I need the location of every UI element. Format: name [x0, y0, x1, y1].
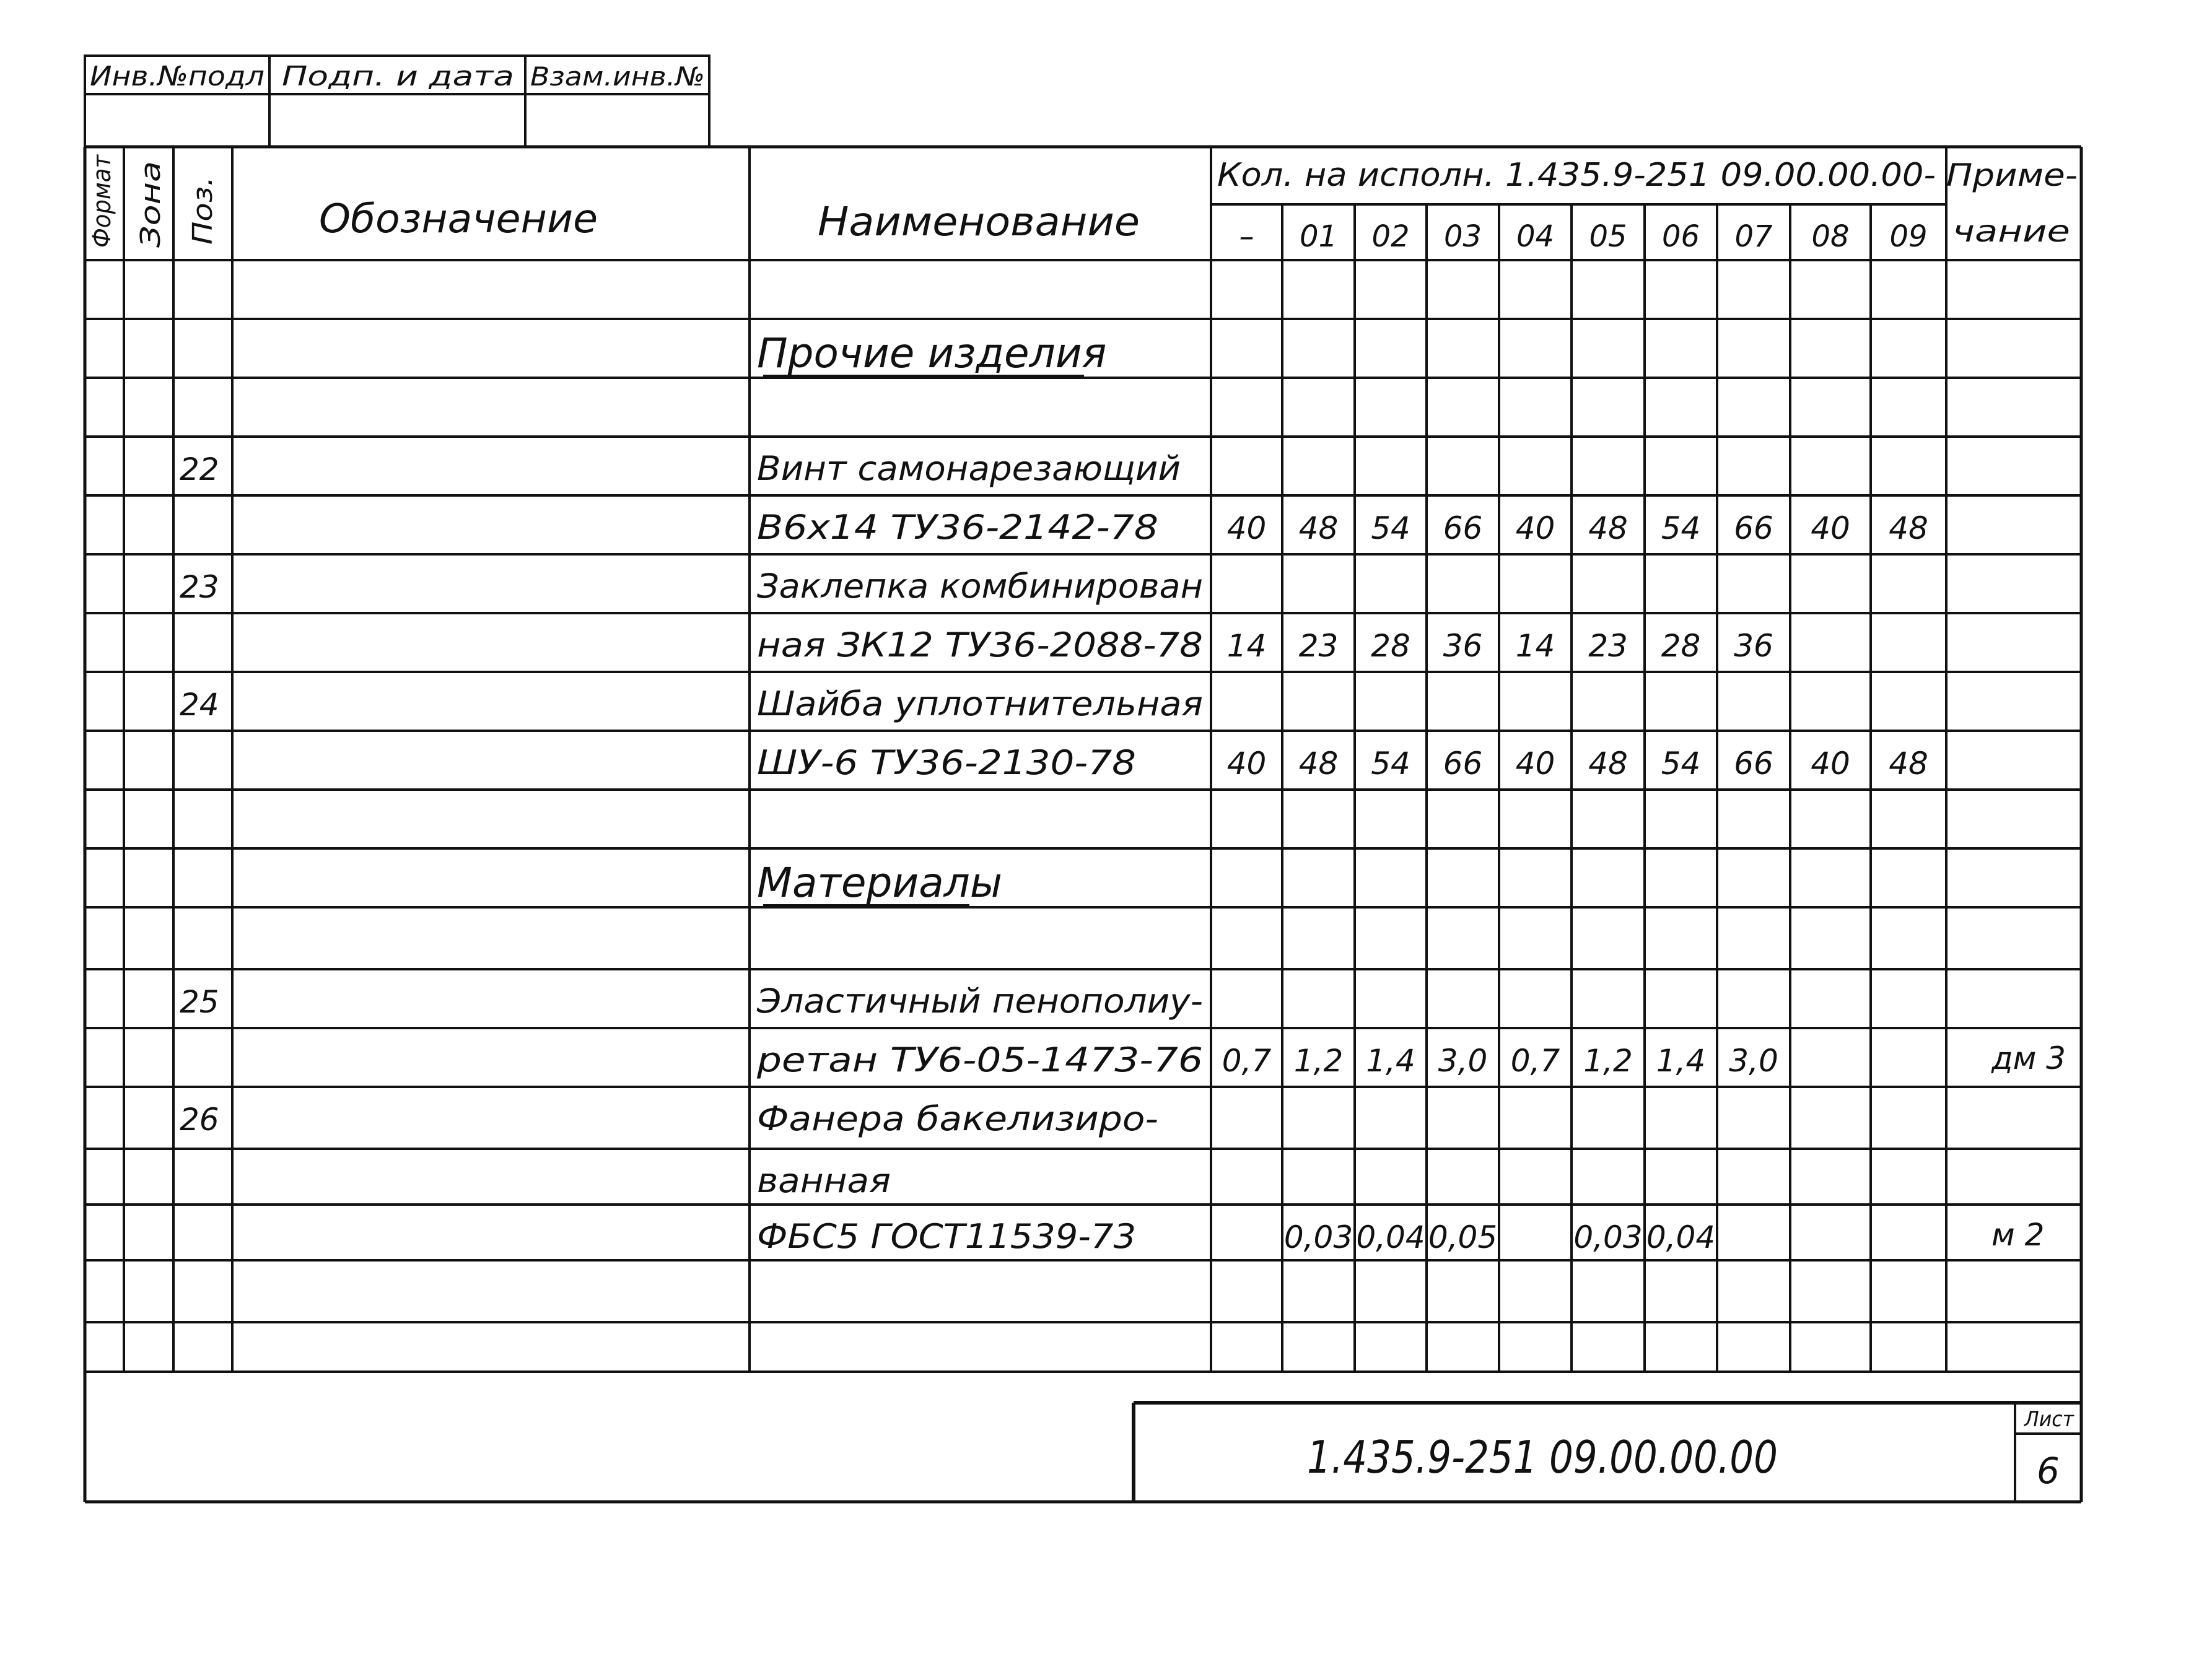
- stamp-podp-data-label: Подп. и дата: [282, 61, 514, 92]
- table-header: [88, 147, 2078, 249]
- variant-header-06: 06: [1661, 219, 1700, 254]
- quantity-cell: 0,03: [1283, 1219, 1353, 1255]
- header-primechanie-2: чание: [1952, 214, 2070, 249]
- variant-headers: [1239, 219, 1928, 254]
- quantity-cell: 54: [1661, 510, 1701, 546]
- header-primechanie-1: Приме-: [1946, 157, 2078, 193]
- list-number: 6: [2037, 1450, 2060, 1492]
- table-row: [757, 508, 1928, 547]
- variant-header-base: –: [1239, 219, 1254, 254]
- item-name: Фанера бакелизиро-: [757, 1099, 1158, 1138]
- header-poz: Поз.: [187, 184, 219, 245]
- quantity-cell: 3,0: [1438, 1043, 1488, 1079]
- quantity-cell: 48: [1889, 510, 1928, 546]
- table-row: [757, 743, 1928, 782]
- quantity-cell: 1,2: [1293, 1043, 1344, 1079]
- item-name: ная ЗК12 ТУ36-2088-78: [757, 625, 1203, 665]
- quantity-cell: 23: [1298, 628, 1339, 664]
- variant-header-04: 04: [1516, 219, 1555, 254]
- quantity-cell: 1,2: [1583, 1043, 1633, 1079]
- quantity-cell: 40: [1226, 746, 1267, 782]
- quantity-cell: 0,05: [1428, 1219, 1498, 1255]
- item-name: В6х14 ТУ36-2142-78: [757, 508, 1158, 547]
- quantity-cell: 48: [1298, 510, 1339, 546]
- item-name: Шайба уплотнительная: [757, 684, 1203, 723]
- quantity-cell: 0,7: [1222, 1043, 1272, 1079]
- item-name: ванная: [757, 1161, 891, 1200]
- quantity-cell: 23: [1588, 628, 1628, 664]
- position-number: 26: [180, 1102, 219, 1138]
- variant-header-05: 05: [1589, 219, 1627, 254]
- position-number: 25: [180, 984, 219, 1020]
- quantity-cell: 28: [1371, 628, 1410, 664]
- quantity-cell: 66: [1734, 746, 1773, 782]
- item-name: Винт самонарезающий: [757, 449, 1181, 488]
- table-row: [757, 1217, 2044, 1256]
- quantity-cell: 1,4: [1366, 1043, 1415, 1079]
- variant-header-03: 03: [1443, 219, 1482, 254]
- quantity-cell: 28: [1661, 628, 1701, 664]
- document-designation: 1.435.9-251 09.00.00.00: [1307, 1431, 1778, 1483]
- table-row: [756, 1040, 2066, 1079]
- item-name: Эластичный пенополиу-: [756, 982, 1203, 1021]
- table-row: [180, 684, 1203, 723]
- stamp-inv-podl-label: Инв.№подл: [90, 61, 264, 92]
- position-number: 23: [180, 569, 219, 605]
- variant-header-07: 07: [1734, 219, 1773, 254]
- list-label: Лист: [2023, 1407, 2075, 1432]
- quantity-cell: 40: [1515, 510, 1555, 546]
- quantity-cell: 66: [1443, 746, 1483, 782]
- position-number: 22: [180, 451, 219, 487]
- quantity-cell: 40: [1811, 746, 1850, 782]
- table-row: [757, 1161, 891, 1200]
- stamp-vzam-inv-label: Взам.инв.№: [530, 61, 705, 92]
- quantity-cell: 14: [1515, 628, 1555, 664]
- section-heading: Прочие изделия: [757, 329, 1107, 377]
- table-body: [180, 329, 2066, 1256]
- item-name: ретан ТУ6-05-1473-76: [756, 1040, 1203, 1079]
- quantity-cell: 48: [1588, 746, 1628, 782]
- quantity-cell: 48: [1588, 510, 1628, 546]
- quantity-cell: 3,0: [1729, 1043, 1778, 1079]
- section-heading: Материалы: [757, 859, 1002, 907]
- table-row: [757, 859, 1002, 907]
- variant-header-02: 02: [1371, 219, 1410, 254]
- quantity-cell: 40: [1515, 746, 1555, 782]
- quantity-cell: 1,4: [1656, 1043, 1706, 1079]
- variant-header-08: 08: [1811, 219, 1850, 254]
- item-name: ФБС5 ГОСТ11539-73: [757, 1217, 1136, 1256]
- quantity-cell: 0,04: [1646, 1219, 1716, 1255]
- variant-header-09: 09: [1889, 219, 1928, 254]
- quantity-cell: 40: [1226, 510, 1267, 546]
- quantity-cell: 66: [1734, 510, 1773, 546]
- table-row: [180, 567, 1203, 606]
- stamp-block: [85, 56, 709, 147]
- quantity-cell: 54: [1371, 510, 1410, 546]
- quantity-cell: 0,03: [1573, 1219, 1643, 1255]
- quantity-cell: 36: [1443, 628, 1483, 664]
- quantity-cell: 14: [1226, 628, 1267, 664]
- table-row: [757, 329, 1106, 377]
- quantity-cell: 0,04: [1356, 1219, 1425, 1255]
- unit-note: м 2: [1991, 1217, 2045, 1253]
- position-number: 24: [180, 687, 219, 723]
- title-block: [1134, 1403, 2081, 1502]
- item-name: Заклепка комбинирован: [757, 567, 1203, 606]
- unit-note: дм 3: [1991, 1040, 2066, 1076]
- header-zona: Зона: [135, 179, 167, 248]
- header-naimenovanie: Наименование: [818, 199, 1140, 245]
- header-kol-na-ispoln: Кол. на исполн. 1.435.9-251 09.00.00.00-: [1217, 157, 1936, 194]
- quantity-cell: 0,7: [1510, 1043, 1560, 1079]
- quantity-cell: 48: [1298, 746, 1339, 782]
- table-row: [180, 449, 1181, 488]
- header-format: Формат: [88, 147, 116, 248]
- quantity-cell: 54: [1371, 746, 1410, 782]
- quantity-cell: 36: [1734, 628, 1773, 664]
- quantity-cell: 48: [1889, 746, 1928, 782]
- table-row: [180, 1099, 1158, 1138]
- quantity-cell: 54: [1661, 746, 1701, 782]
- item-name: ШУ-6 ТУ36-2130-78: [757, 743, 1136, 782]
- table-row: [757, 625, 1773, 665]
- quantity-cell: 66: [1443, 510, 1483, 546]
- quantity-cell: 40: [1811, 510, 1850, 546]
- table-row: [180, 982, 1203, 1021]
- header-oboznachenie: Обозначение: [319, 196, 598, 242]
- variant-header-01: 01: [1299, 219, 1338, 254]
